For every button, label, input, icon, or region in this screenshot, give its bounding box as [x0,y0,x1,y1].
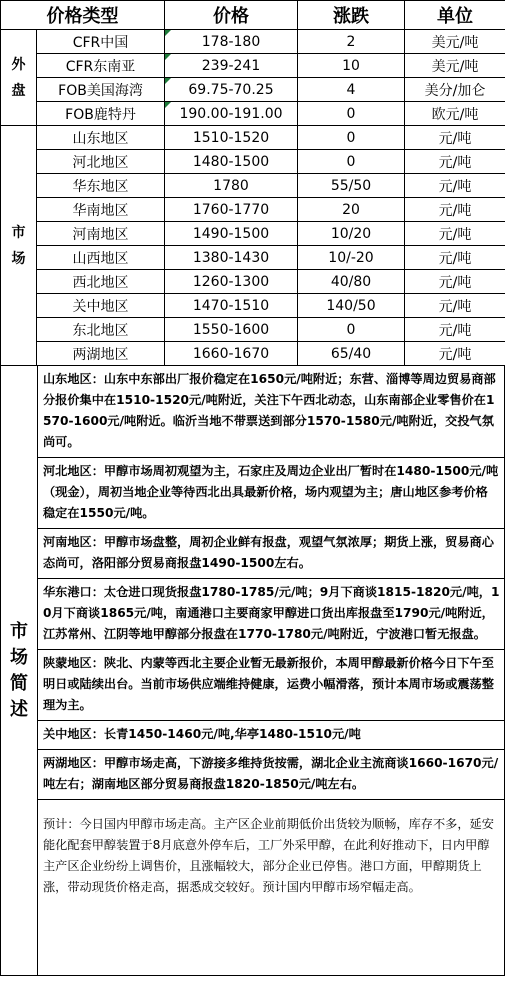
cell-price: 1780 [165,174,298,198]
cell-change: 65/40 [298,342,405,366]
outer-section [1,30,505,126]
cell-change: 55/50 [298,174,405,198]
price-table [0,0,505,366]
cell-change: 2 [298,30,405,54]
region-note: 华东港口：太仓进口现货报盘1780-1785/元/吨；9月下商谈1815-1820元/吨，10月下商谈1865元/吨，南通港口主要商家甲醇进口货出库报盘至1790元/吨附近，江苏常州、江阴等地甲醇部分报盘在1770-1780元/吨附近，宁波港口暂无报盘。 [38,579,504,650]
cell-name: 西北地区 [37,270,165,294]
cell-price: 1760-1770 [165,198,298,222]
cell-change: 10/-20 [298,246,405,270]
table-row [1,174,505,198]
section-label-market: 市 场 [1,126,37,366]
table-row [1,54,505,78]
cell-price: 1470-1510 [165,294,298,318]
cell-price: 239-241 [165,54,298,78]
cell-change: 10/20 [298,222,405,246]
table-row [1,270,505,294]
table-row [1,342,505,366]
cell-name: 东北地区 [37,318,165,342]
cell-price: 1490-1500 [165,222,298,246]
cell-price: 1510-1520 [165,126,298,150]
cell-change: 0 [298,150,405,174]
cell-change: 0 [298,102,405,126]
cell-unit: 元/吨 [405,174,505,198]
cell-change: 140/50 [298,294,405,318]
cell-name: CFR东南亚 [37,54,165,78]
cell-name: 河南地区 [37,222,165,246]
summary-section [0,366,505,976]
cell-price: 190.00-191.00 [165,102,298,126]
table-row [1,102,505,126]
table-row [1,126,505,150]
cell-name: 关中地区 [37,294,165,318]
cell-price: 1380-1430 [165,246,298,270]
cell-change: 20 [298,198,405,222]
cell-change: 10 [298,54,405,78]
table-row [1,30,505,54]
table-row [1,78,505,102]
table-row [1,198,505,222]
cell-price: 178-180 [165,30,298,54]
cell-price: 1480-1500 [165,150,298,174]
table-row [1,294,505,318]
region-note: 河北地区：甲醇市场周初观望为主，石家庄及周边企业出厂暂时在1480-1500元/吨（现金），周初当地企业等待西北出具最新价格，场内观望为主；唐山地区参考价格稳定在1550元/吨。 [38,458,504,529]
cell-unit: 美元/吨 [405,30,505,54]
cell-change: 40/80 [298,270,405,294]
cell-unit: 元/吨 [405,150,505,174]
region-note: 陕蒙地区：陕北、内蒙等西北主要企业暂无最新报价，本周甲醇最新价格今日下午至明日或陆续出台。当前市场供应端维持健康，运费小幅滑落，预计本周市场或震荡整理为主。 [38,650,504,721]
market-section [1,126,505,366]
header-row [1,1,505,30]
cell-price: 1660-1670 [165,342,298,366]
region-note: 两湖地区：甲醇市场走高，下游接多维持货按需，湖北企业主流商谈1660-1670元/吨左右；湖南地区部分贸易商报盘1820-1850元/吨左右。 [38,750,504,800]
cell-name: FOB美国海湾 [37,78,165,102]
table-row [1,150,505,174]
cell-name: 山东地区 [37,126,165,150]
cell-price: 1260-1300 [165,270,298,294]
region-note: 关中地区：长青1450-1460元/吨,华亭1480-1510元/吨 [38,721,504,750]
region-note: 山东地区：山东中东部出厂报价稳定在1650元/吨附近；东营、淄博等周边贸易商部分报价集中在1510-1520元/吨附近，关注下午西北动态，山东南部企业零售价在1570-1600元/吨附近。临沂当地不带票送到部分1570-1580元/吨附近，交投气氛尚可。 [38,366,504,458]
table-row [1,222,505,246]
cell-change: 0 [298,126,405,150]
cell-change: 0 [298,318,405,342]
cell-unit: 元/吨 [405,246,505,270]
summary-notes [38,366,504,975]
cell-unit: 元/吨 [405,318,505,342]
cell-unit: 元/吨 [405,126,505,150]
cell-name: CFR中国 [37,30,165,54]
header-type: 价格类型 [1,1,165,30]
header-unit: 单位 [405,1,505,30]
section-label-summary: 市 场 简 述 [1,366,38,975]
cell-unit: 元/吨 [405,198,505,222]
cell-name: 华南地区 [37,198,165,222]
cell-name: 山西地区 [37,246,165,270]
header-change: 涨跌 [298,1,405,30]
cell-name: 河北地区 [37,150,165,174]
region-note: 河南地区：甲醇市场盘整，周初企业鲜有报盘，观望气氛浓厚；期货上涨，贸易商心态尚可，洛阳部分贸易商报盘1490-1500左右。 [38,529,504,579]
cell-change: 4 [298,78,405,102]
header-price: 价格 [165,1,298,30]
cell-price: 1550-1600 [165,318,298,342]
table-row [1,246,505,270]
cell-unit: 欧元/吨 [405,102,505,126]
cell-name: 华东地区 [37,174,165,198]
cell-unit: 元/吨 [405,270,505,294]
cell-unit: 美元/吨 [405,54,505,78]
section-label-outer: 外 盘 [1,30,37,126]
cell-unit: 元/吨 [405,342,505,366]
cell-unit: 元/吨 [405,222,505,246]
cell-name: 两湖地区 [37,342,165,366]
cell-unit: 美分/加仑 [405,78,505,102]
cell-price: 69.75-70.25 [165,78,298,102]
cell-name: FOB鹿特丹 [37,102,165,126]
cell-unit: 元/吨 [405,294,505,318]
table-row [1,318,505,342]
forecast-note: 预计：今日国内甲醇市场走高。主产区企业前期低价出货较为顺畅，库存不多，延安能化配套甲醇装置于8月底意外停车后，工厂外采甲醇，在此利好推动下，日内甲醇主产区企业纷纷上调售价，且涨幅较大，部分企业已停售。港口方面，甲醇期货上涨，带动现货价格走高，据悉成交较好。预计国内甲醇市场窄幅走高。 [43,817,494,894]
